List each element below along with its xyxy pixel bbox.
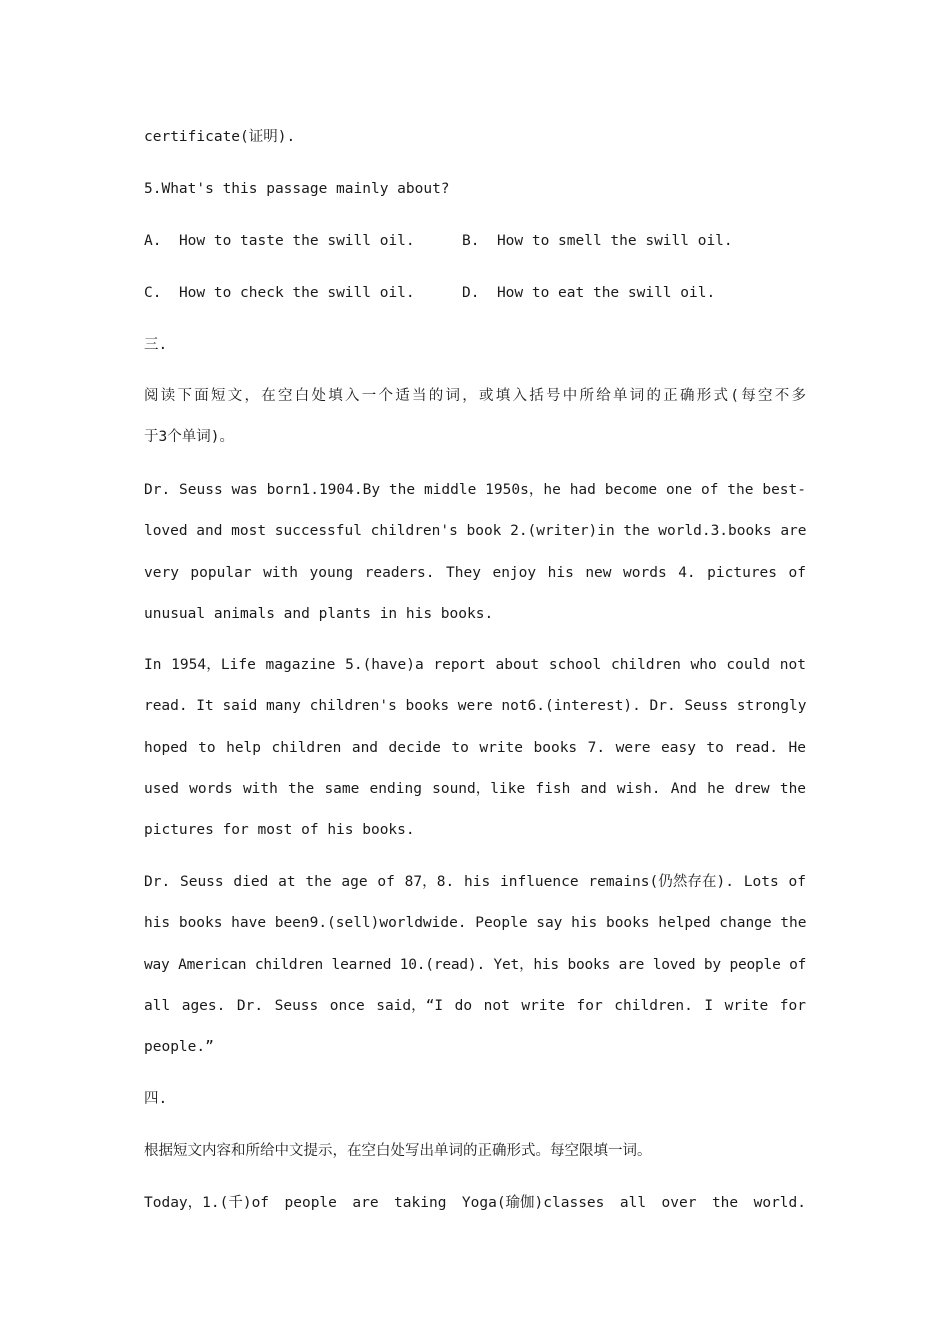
paragraph-line: read. It said many children's books were not6.(interest). Dr. Seuss strongly	[144, 698, 807, 715]
paragraph-line: hoped to help children and decide to write books 7. were easy to read. He	[144, 739, 806, 756]
option-a-letter: A.	[144, 233, 162, 249]
option-d	[462, 283, 715, 303]
paragraph-line: pictures for most of his books.	[144, 822, 415, 839]
option-d-text: How to eat the swill oil.	[496, 285, 716, 301]
section-3-paragraph-3	[144, 872, 806, 1078]
paragraph-line: In 1954，Life magazine 5.(have)a report about school children who could not	[144, 657, 806, 673]
paragraph-line: Dr. Seuss was born1.1904.By the middle 1950s，he had become one of the best-	[144, 482, 806, 498]
instruction-line: 于3个单词)。	[144, 429, 234, 445]
section-4-heading: 四.	[144, 1091, 168, 1107]
paragraph-line: all ages. Dr. Seuss once said，“I do not write for children. I write for	[144, 997, 806, 1014]
paragraph-line: people.”	[144, 1039, 214, 1056]
option-b-letter: B.	[462, 233, 480, 249]
option-d-letter: D.	[462, 285, 480, 301]
option-c-letter: C.	[144, 285, 162, 301]
option-b-text: How to smell the swill oil.	[496, 233, 733, 249]
option-c	[144, 283, 415, 303]
paragraph-line: used words with the same ending sound，like fish and wish. And he drew the	[144, 780, 807, 797]
instruction-line: 阅读下面短文，在空白处填入一个适当的词，或填入括号中所给单词的正确形式(每空不多	[144, 388, 806, 404]
question-5-stem: 5.What's this passage mainly about?	[144, 181, 450, 197]
paragraph-line: loved and most successful children's book 2.(writer)in the world.3.books are	[144, 523, 807, 540]
option-a	[144, 231, 415, 251]
option-c-text: How to check the swill oil.	[178, 285, 415, 301]
section-3-heading: 三.	[144, 337, 168, 353]
option-a-text: How to taste the swill oil.	[178, 233, 415, 249]
section-3-instruction	[144, 386, 806, 468]
paragraph-line: unusual animals and plants in his books.	[144, 605, 494, 622]
paragraph-line: his books have been9.(sell)worldwide. People say his books helped change the	[144, 915, 807, 932]
option-b	[462, 231, 733, 251]
paragraph-line: Today，1.(千)of people are taking Yoga(瑜伽)classes all over the world.	[144, 1195, 806, 1211]
paragraph-line: very popular with young readers. They enjoy his new words 4. pictures of	[144, 564, 806, 581]
section-4-first-line	[144, 1193, 806, 1234]
section-3-paragraph-2	[144, 655, 806, 861]
paragraph-line: way American children learned 10.(read). Yet，his books are loved by people of	[144, 956, 807, 973]
previous-text-tail: certificate(证明).	[144, 129, 296, 145]
section-4-instruction: 根据短文内容和所给中文提示，在空白处写出单词的正确形式。每空限填一词。	[144, 1143, 652, 1159]
paragraph-line: Dr. Seuss died at the age of 87，8. his influence remains(仍然存在). Lots of	[144, 874, 806, 890]
section-3-paragraph-1	[144, 480, 806, 645]
